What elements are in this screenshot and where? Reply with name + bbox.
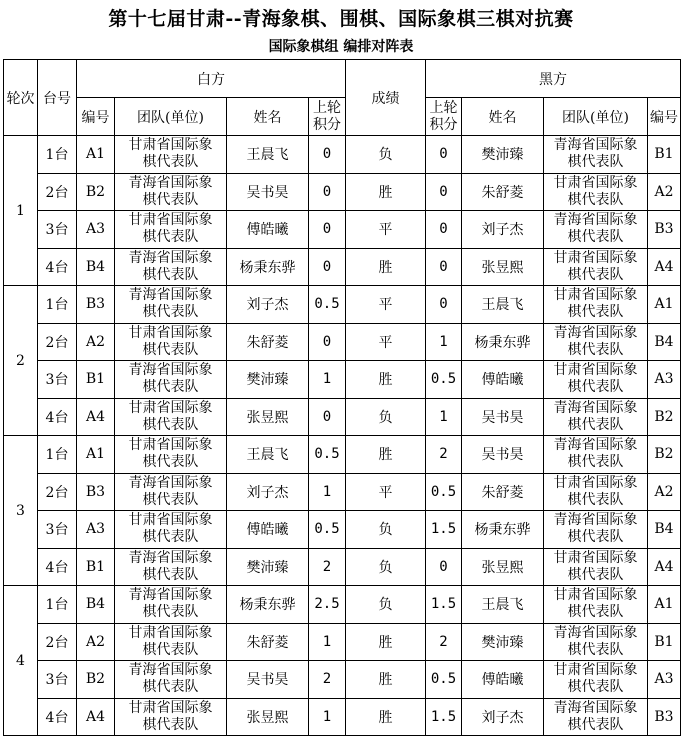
white-prev-points: 0: [309, 173, 346, 211]
black-name: 吴书昊: [462, 398, 544, 436]
header-round: 轮次: [4, 60, 38, 136]
black-id: B3: [648, 211, 681, 249]
table-row: [4, 511, 681, 549]
white-id: B1: [77, 361, 115, 399]
board-number: 3台: [38, 511, 77, 549]
white-name: 刘子杰: [227, 286, 309, 324]
game-result: 负: [346, 398, 426, 436]
round-number: 3: [4, 436, 38, 586]
black-name: 傅皓曦: [462, 661, 544, 699]
white-id: A2: [77, 623, 115, 661]
white-prev-points: 1: [309, 623, 346, 661]
game-result: 胜: [346, 248, 426, 286]
black-name: 杨秉东骅: [462, 323, 544, 361]
header-black-name: 姓名: [462, 98, 544, 136]
white-name: 樊沛臻: [227, 361, 309, 399]
white-id: B4: [77, 248, 115, 286]
black-prev-points: 0.5: [426, 473, 462, 511]
white-name: 刘子杰: [227, 473, 309, 511]
header-black-team: 团队(单位): [544, 98, 648, 136]
white-team: 青海省国际象 棋代表队: [115, 661, 227, 699]
black-prev-points: 0.5: [426, 661, 462, 699]
white-team: 甘肃省国际象 棋代表队: [115, 323, 227, 361]
black-team: 甘肃省国际象 棋代表队: [544, 586, 648, 624]
table-row: [4, 323, 681, 361]
white-team: 甘肃省国际象 棋代表队: [115, 136, 227, 174]
black-prev-points: 1: [426, 398, 462, 436]
black-id: B1: [648, 136, 681, 174]
black-team: 青海省国际象 棋代表队: [544, 211, 648, 249]
white-id: A1: [77, 136, 115, 174]
header-result: 成绩: [346, 60, 426, 136]
white-prev-points: 2: [309, 548, 346, 586]
game-result: 平: [346, 211, 426, 249]
game-result: 胜: [346, 173, 426, 211]
board-number: 2台: [38, 323, 77, 361]
table-row: [4, 361, 681, 399]
black-team: 甘肃省国际象 棋代表队: [544, 361, 648, 399]
white-name: 傅皓曦: [227, 211, 309, 249]
black-prev-points: 0.5: [426, 361, 462, 399]
board-number: 4台: [38, 548, 77, 586]
white-team: 青海省国际象 棋代表队: [115, 286, 227, 324]
white-team: 甘肃省国际象 棋代表队: [115, 698, 227, 736]
black-prev-points: 0: [426, 548, 462, 586]
board-number: 4台: [38, 398, 77, 436]
game-result: 负: [346, 586, 426, 624]
black-id: B3: [648, 698, 681, 736]
white-prev-points: 0: [309, 136, 346, 174]
table-row: [4, 398, 681, 436]
header-white-id: 编号: [77, 98, 115, 136]
table-row: [4, 436, 681, 474]
black-prev-points: 0: [426, 286, 462, 324]
black-team: 甘肃省国际象 棋代表队: [544, 286, 648, 324]
white-name: 吴书昊: [227, 661, 309, 699]
board-number: 3台: [38, 211, 77, 249]
black-prev-points: 2: [426, 623, 462, 661]
black-prev-points: 1.5: [426, 698, 462, 736]
black-team: 青海省国际象 棋代表队: [544, 398, 648, 436]
board-number: 3台: [38, 661, 77, 699]
round-number: 4: [4, 586, 38, 736]
pairing-table: [3, 59, 681, 736]
black-team: 甘肃省国际象 棋代表队: [544, 173, 648, 211]
white-id: A4: [77, 698, 115, 736]
white-prev-points: 0: [309, 248, 346, 286]
white-name: 张昱熙: [227, 398, 309, 436]
white-team: 甘肃省国际象 棋代表队: [115, 436, 227, 474]
black-prev-points: 2: [426, 436, 462, 474]
black-id: A2: [648, 473, 681, 511]
white-id: B2: [77, 173, 115, 211]
round-number: 1: [4, 136, 38, 286]
table-row: [4, 661, 681, 699]
white-prev-points: 0.5: [309, 511, 346, 549]
header-black-id: 编号: [648, 98, 681, 136]
black-team: 甘肃省国际象 棋代表队: [544, 248, 648, 286]
white-id: A3: [77, 511, 115, 549]
black-id: B2: [648, 436, 681, 474]
black-name: 傅皓曦: [462, 361, 544, 399]
black-prev-points: 0: [426, 211, 462, 249]
table-row: [4, 173, 681, 211]
black-id: A4: [648, 548, 681, 586]
white-prev-points: 1: [309, 361, 346, 399]
white-id: A1: [77, 436, 115, 474]
white-name: 张昱熙: [227, 698, 309, 736]
black-team: 甘肃省国际象 棋代表队: [544, 661, 648, 699]
black-id: A4: [648, 248, 681, 286]
table-row: [4, 286, 681, 324]
table-row: [4, 136, 681, 174]
white-team: 甘肃省国际象 棋代表队: [115, 211, 227, 249]
page-title: 第十七届甘肃--青海象棋、围棋、国际象棋三棋对抗赛: [108, 8, 574, 30]
game-result: 胜: [346, 623, 426, 661]
black-team: 甘肃省国际象 棋代表队: [544, 548, 648, 586]
black-team: 青海省国际象 棋代表队: [544, 511, 648, 549]
white-id: B1: [77, 548, 115, 586]
header-black-prev-points: 上轮 积分: [426, 98, 462, 136]
game-result: 负: [346, 136, 426, 174]
table-row: [4, 548, 681, 586]
white-prev-points: 0: [309, 323, 346, 361]
black-team: 青海省国际象 棋代表队: [544, 623, 648, 661]
board-number: 2台: [38, 473, 77, 511]
black-prev-points: 0: [426, 136, 462, 174]
header-white-name: 姓名: [227, 98, 309, 136]
black-name: 樊沛臻: [462, 623, 544, 661]
white-name: 杨秉东骅: [227, 586, 309, 624]
header-white-team: 团队(单位): [115, 98, 227, 136]
header-white: 白方: [77, 60, 346, 98]
game-result: 胜: [346, 436, 426, 474]
white-name: 樊沛臻: [227, 548, 309, 586]
header-white-prev-points: 上轮 积分: [309, 98, 346, 136]
white-team: 青海省国际象 棋代表队: [115, 548, 227, 586]
black-id: B4: [648, 323, 681, 361]
white-team: 青海省国际象 棋代表队: [115, 586, 227, 624]
game-result: 平: [346, 286, 426, 324]
black-name: 杨秉东骅: [462, 511, 544, 549]
white-team: 甘肃省国际象 棋代表队: [115, 623, 227, 661]
white-id: B4: [77, 586, 115, 624]
header-board: 台号: [38, 60, 77, 136]
white-id: B2: [77, 661, 115, 699]
white-prev-points: 0.5: [309, 436, 346, 474]
black-name: 刘子杰: [462, 211, 544, 249]
game-result: 胜: [346, 698, 426, 736]
table-row: [4, 586, 681, 624]
board-number: 4台: [38, 248, 77, 286]
black-name: 张昱熙: [462, 248, 544, 286]
board-number: 2台: [38, 623, 77, 661]
black-name: 张昱熙: [462, 548, 544, 586]
black-team: 青海省国际象 棋代表队: [544, 323, 648, 361]
white-name: 王晨飞: [227, 436, 309, 474]
header-black: 黑方: [426, 60, 681, 98]
board-number: 4台: [38, 698, 77, 736]
black-prev-points: 1.5: [426, 511, 462, 549]
white-prev-points: 1: [309, 698, 346, 736]
table-row: [4, 211, 681, 249]
board-number: 3台: [38, 361, 77, 399]
white-name: 杨秉东骅: [227, 248, 309, 286]
white-prev-points: 0: [309, 398, 346, 436]
white-prev-points: 1: [309, 473, 346, 511]
black-name: 樊沛臻: [462, 136, 544, 174]
white-id: B3: [77, 286, 115, 324]
white-team: 青海省国际象 棋代表队: [115, 361, 227, 399]
game-result: 负: [346, 511, 426, 549]
board-number: 1台: [38, 136, 77, 174]
white-team: 甘肃省国际象 棋代表队: [115, 511, 227, 549]
black-name: 朱舒菱: [462, 173, 544, 211]
white-name: 吴书昊: [227, 173, 309, 211]
game-result: 胜: [346, 361, 426, 399]
white-team: 青海省国际象 棋代表队: [115, 473, 227, 511]
white-prev-points: 0: [309, 211, 346, 249]
white-prev-points: 2.5: [309, 586, 346, 624]
round-number: 2: [4, 286, 38, 436]
black-id: B2: [648, 398, 681, 436]
white-id: A2: [77, 323, 115, 361]
game-result: 胜: [346, 661, 426, 699]
black-team: 青海省国际象 棋代表队: [544, 436, 648, 474]
black-name: 朱舒菱: [462, 473, 544, 511]
black-name: 刘子杰: [462, 698, 544, 736]
white-id: A3: [77, 211, 115, 249]
black-id: A2: [648, 173, 681, 211]
black-prev-points: 0: [426, 248, 462, 286]
white-team: 甘肃省国际象 棋代表队: [115, 398, 227, 436]
black-id: A3: [648, 361, 681, 399]
board-number: 1台: [38, 436, 77, 474]
table-row: [4, 473, 681, 511]
table-row: [4, 698, 681, 736]
white-prev-points: 2: [309, 661, 346, 699]
white-name: 王晨飞: [227, 136, 309, 174]
game-result: 平: [346, 323, 426, 361]
black-id: A1: [648, 286, 681, 324]
white-id: A4: [77, 398, 115, 436]
black-team: 青海省国际象 棋代表队: [544, 136, 648, 174]
black-prev-points: 1: [426, 323, 462, 361]
white-name: 朱舒菱: [227, 323, 309, 361]
board-number: 1台: [38, 286, 77, 324]
table-row: [4, 623, 681, 661]
board-number: 2台: [38, 173, 77, 211]
game-result: 负: [346, 548, 426, 586]
white-name: 傅皓曦: [227, 511, 309, 549]
white-name: 朱舒菱: [227, 623, 309, 661]
white-team: 青海省国际象 棋代表队: [115, 248, 227, 286]
white-id: B3: [77, 473, 115, 511]
black-prev-points: 0: [426, 173, 462, 211]
page-subtitle: 国际象棋组 编排对阵表: [268, 39, 414, 55]
game-result: 平: [346, 473, 426, 511]
black-name: 吴书昊: [462, 436, 544, 474]
board-number: 1台: [38, 586, 77, 624]
black-team: 甘肃省国际象 棋代表队: [544, 473, 648, 511]
black-id: B4: [648, 511, 681, 549]
table-row: [4, 248, 681, 286]
black-id: A3: [648, 661, 681, 699]
black-id: B1: [648, 623, 681, 661]
black-name: 王晨飞: [462, 286, 544, 324]
white-prev-points: 0.5: [309, 286, 346, 324]
black-team: 青海省国际象 棋代表队: [544, 698, 648, 736]
black-prev-points: 1.5: [426, 586, 462, 624]
black-id: A1: [648, 586, 681, 624]
black-name: 王晨飞: [462, 586, 544, 624]
white-team: 青海省国际象 棋代表队: [115, 173, 227, 211]
